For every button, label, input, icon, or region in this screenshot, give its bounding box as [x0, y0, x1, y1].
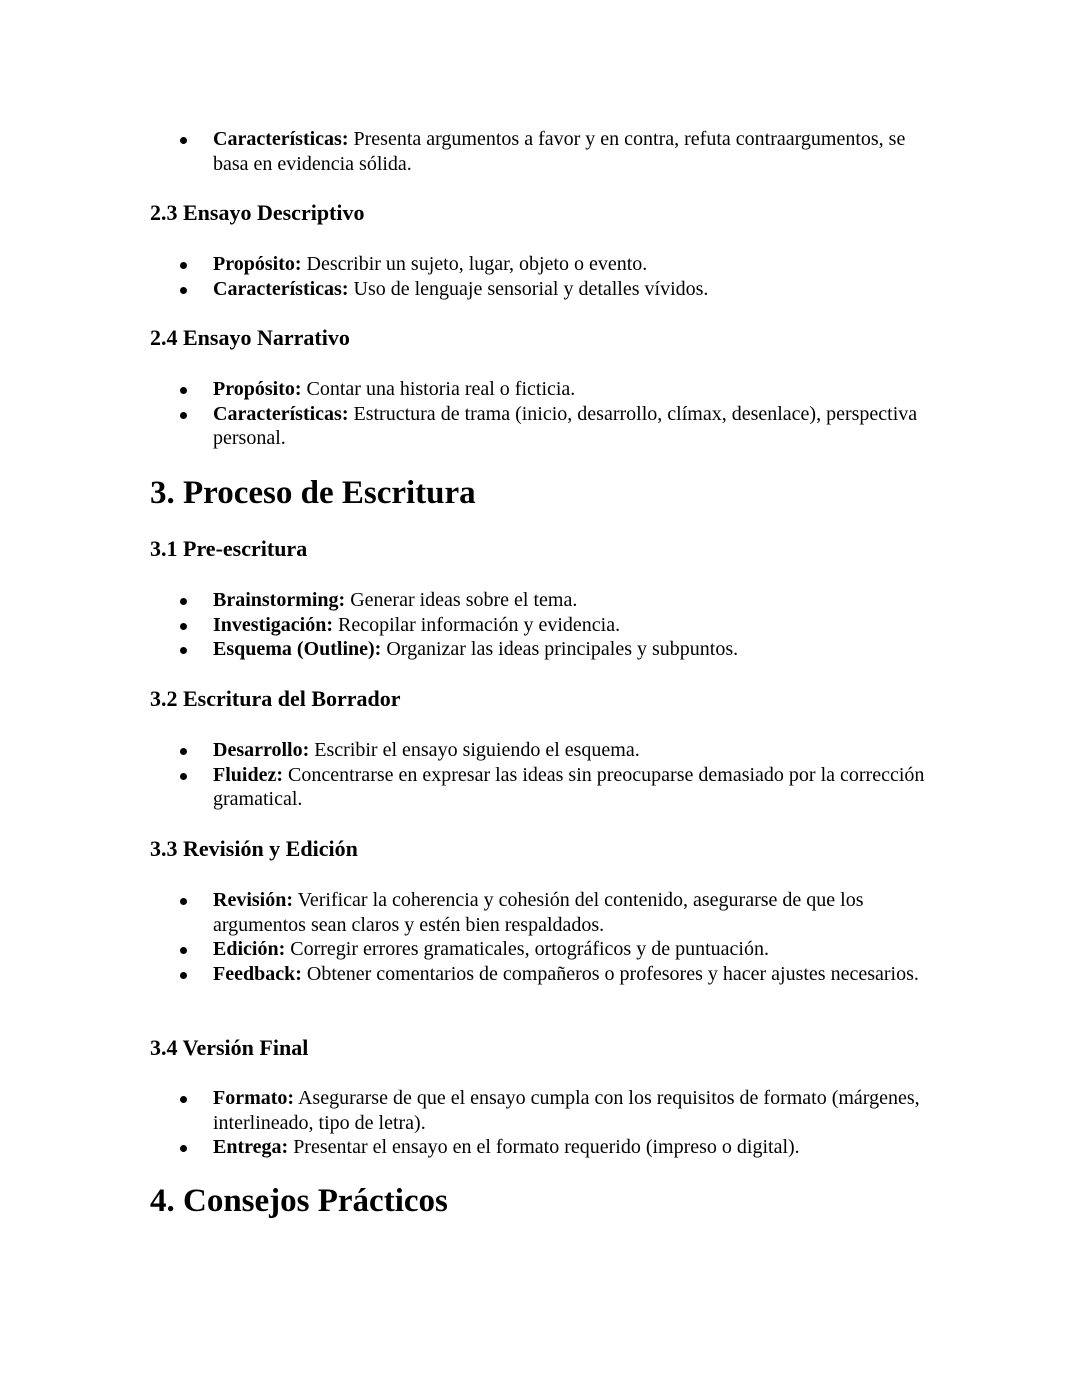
section-heading-3-3: 3.3 Revisión y Edición: [150, 836, 358, 861]
item-text: Presentar el ensayo en el formato requerido (impreso o digital).: [293, 1136, 800, 1159]
list-item: [0, 402, 933, 451]
list-item: [0, 962, 933, 987]
item-term: Brainstorming:: [213, 589, 346, 611]
list-item: [0, 738, 933, 763]
item-text: Generar ideas sobre el tema.: [350, 589, 578, 611]
item-text: Uso de lenguaje sensorial y detalles vívidos.: [353, 277, 709, 300]
bullet-icon: [180, 137, 187, 144]
item-term: Fluidez:: [213, 763, 283, 786]
item-term: Desarrollo:: [213, 739, 310, 761]
bullet-icon: [180, 972, 187, 979]
item-term: Características:: [213, 277, 349, 300]
section-3-2-list: [0, 738, 1080, 812]
item-text: Contar una historia real o ficticia.: [306, 378, 576, 400]
bullet-icon: [180, 748, 187, 755]
list-item: [0, 763, 933, 812]
list-item: [0, 937, 933, 962]
item-term: Feedback:: [213, 962, 302, 985]
bullet-icon: [180, 773, 187, 780]
item-term: Propósito:: [213, 253, 302, 275]
item-term: Formato:: [213, 1087, 295, 1109]
item-term: Entrega:: [213, 1136, 289, 1159]
continuation-list: [0, 127, 1080, 176]
list-item: [0, 277, 933, 302]
item-text: Presenta argumentos a favor y en contra, refuta contraargumentos, se basa en evidencia sólida.: [213, 128, 906, 175]
item-text: Organizar las ideas principales y subpuntos.: [386, 638, 739, 661]
section-heading-2-3: 2.3 Ensayo Descriptivo: [150, 200, 365, 225]
section-2-3-list: [0, 252, 1080, 301]
list-item: [0, 888, 933, 937]
item-term: Investigación:: [213, 613, 333, 636]
list-item: [0, 252, 933, 277]
section-3-1-list: [0, 588, 1080, 662]
item-text: Estructura de trama (inicio, desarrollo, clímax, desenlace), perspectiva personal.: [213, 402, 918, 450]
item-text: Verificar la coherencia y cohesión del contenido, asegurarse de que los argumentos sean claros y estén bien respaldados.: [213, 889, 864, 936]
item-text: Escribir el ensayo siguiendo el esquema.: [314, 739, 640, 761]
section-2-4-list: [0, 377, 1080, 451]
bullet-icon: [180, 898, 187, 905]
bullet-icon: [180, 623, 187, 630]
list-item: [0, 613, 933, 638]
item-text: Concentrarse en expresar las ideas sin preocuparse demasiado por la corrección gramatical.: [213, 763, 925, 811]
bullet-icon: [180, 287, 187, 294]
bullet-icon: [180, 1096, 187, 1103]
item-term: Esquema (Outline):: [213, 638, 382, 661]
item-text: Corregir errores gramaticales, ortográficos y de puntuación.: [290, 938, 769, 961]
section-heading-3-4: 3.4 Versión Final: [150, 1035, 309, 1060]
item-term: Edición:: [213, 938, 286, 961]
list-item: [0, 127, 933, 176]
item-term: Propósito:: [213, 378, 302, 400]
list-item: [0, 1086, 933, 1135]
section-heading-3-1: 3.1 Pre-escritura: [150, 536, 308, 561]
section-3-4-list: [0, 1086, 1080, 1160]
list-item: [0, 1135, 933, 1160]
bullet-icon: [180, 947, 187, 954]
list-item: [0, 637, 933, 662]
bullet-icon: [180, 412, 187, 419]
item-text: Asegurarse de que el ensayo cumpla con los requisitos de formato (márgenes, interlineado, tipo de letra).: [213, 1087, 920, 1134]
section-heading-4: 4. Consejos Prácticos: [150, 1183, 448, 1219]
item-term: Características:: [213, 128, 349, 150]
list-item: [0, 377, 933, 402]
section-3-3-list: [0, 888, 1080, 986]
bullet-icon: [180, 262, 187, 269]
item-term: Revisión:: [213, 889, 293, 911]
bullet-icon: [180, 598, 187, 605]
section-heading-3-2: 3.2 Escritura del Borrador: [150, 686, 401, 711]
section-heading-3: 3. Proceso de Escritura: [150, 475, 476, 511]
bullet-icon: [180, 647, 187, 654]
item-text: Recopilar información y evidencia.: [338, 613, 621, 636]
item-text: Describir un sujeto, lugar, objeto o evento.: [306, 253, 648, 275]
item-text: Obtener comentarios de compañeros o profesores y hacer ajustes necesarios.: [306, 962, 919, 985]
section-heading-2-4: 2.4 Ensayo Narrativo: [150, 325, 350, 350]
list-item: [0, 588, 933, 613]
item-term: Características:: [213, 402, 349, 425]
bullet-icon: [180, 1145, 187, 1152]
bullet-icon: [180, 387, 187, 394]
